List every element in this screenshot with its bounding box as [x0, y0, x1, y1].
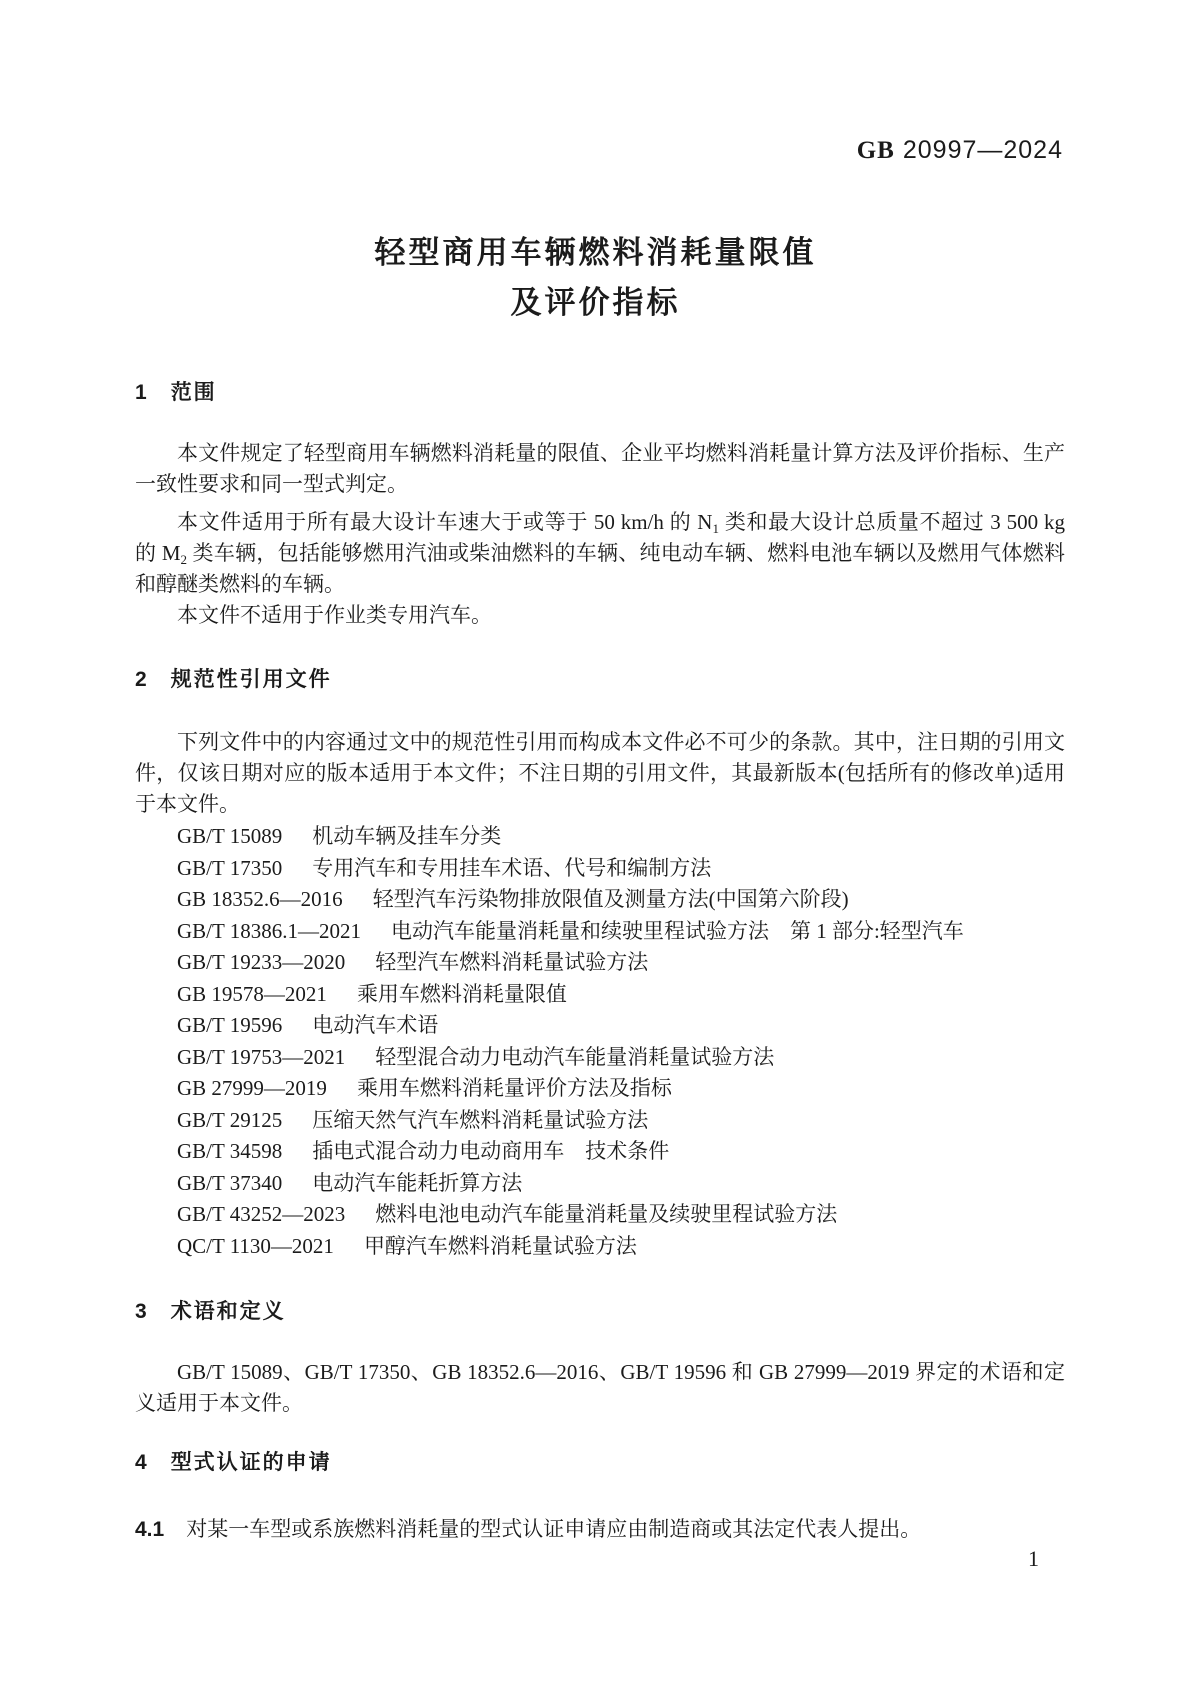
reference-title: 轻型汽车污染物排放限值及测量方法(中国第六阶段)	[372, 887, 849, 911]
reference-code: GB 18352.6—2016	[177, 887, 343, 911]
reference-code: GB/T 29125	[177, 1107, 283, 1132]
reference-title: 电动汽车能耗折算方法	[312, 1170, 523, 1195]
terms-paragraph: GB/T 15089、GB/T 17350、GB 18352.6—2016、GB/T 19596 和 GB 27999—2019 界定的术语和定义适用于本文件。	[135, 1360, 1065, 1415]
document-title-line1: 轻型商用车辆燃料消耗量限值	[374, 235, 817, 270]
reference-item	[177, 1231, 1065, 1263]
clause-number: 4.1	[135, 1518, 165, 1541]
section-number: 1	[135, 381, 147, 404]
scope-paragraph-1: 本文件规定了轻型商用车辆燃料消耗量的限值、企业平均燃料消耗量计算方法及评价指标、生产一致性要求和同一型式判定。	[135, 441, 1065, 496]
scope-paragraph-2	[135, 507, 1065, 600]
page-number: 1	[1028, 1546, 1039, 1571]
section-heading-type-approval	[135, 1451, 1065, 1475]
reference-item	[177, 1168, 1065, 1200]
reference-item	[177, 979, 1065, 1011]
section-number: 3	[135, 1300, 147, 1323]
scope-p2-seg1: 本文件适用于所有最大设计车速大于或等于 50 km/h 的 N	[177, 510, 713, 534]
reference-code: QC/T 1130—2021	[177, 1233, 334, 1258]
reference-title: 轻型汽车燃料消耗量试验方法	[375, 950, 649, 974]
reference-title: 电动汽车能量消耗量和续驶里程试验方法 第 1 部分:轻型汽车	[390, 918, 964, 943]
reference-title: 轻型混合动力电动汽车能量消耗量试验方法	[375, 1044, 775, 1069]
section-title: 规范性引用文件	[170, 668, 332, 691]
reference-title: 专用汽车和专用挂车术语、代号和编制方法	[312, 855, 712, 880]
clause-4-1	[135, 1514, 1065, 1545]
section-heading-normative-references	[135, 668, 1065, 692]
reference-title: 机动车辆及挂车分类	[312, 824, 502, 848]
reference-item	[177, 1042, 1065, 1074]
reference-item	[177, 1010, 1065, 1042]
reference-title: 电动汽车术语	[312, 1013, 439, 1037]
reference-item	[177, 947, 1065, 979]
reference-item	[177, 1105, 1065, 1137]
reference-title: 燃料电池电动汽车能量消耗量及续驶里程试验方法	[375, 1202, 838, 1226]
reference-code: GB/T 37340	[177, 1170, 283, 1195]
document-title-line2: 及评价指标	[510, 285, 681, 320]
normative-references-intro: 下列文件中的内容通过文中的规范性引用而构成本文件必不可少的条款。其中，注日期的引用文件，仅该日期对应的版本适用于本文件；不注日期的引用文件，其最新版本(包括所有的修改单)适用于本文件。	[135, 730, 1065, 816]
section-title: 范围	[170, 381, 217, 404]
clause-text: 对某一车型或系族燃料消耗量的型式认证申请应由制造商或其法定代表人提出。	[186, 1517, 922, 1541]
reference-code: GB/T 19753—2021	[177, 1044, 346, 1069]
standard-code-prefix: GB	[856, 137, 895, 164]
reference-item	[177, 1136, 1065, 1168]
reference-item	[177, 916, 1065, 948]
document-title	[0, 228, 1191, 328]
standard-code-number: 20997—2024	[902, 136, 1063, 164]
reference-item	[177, 1073, 1065, 1105]
reference-code: GB/T 19233—2020	[177, 950, 346, 974]
reference-code: GB/T 17350	[177, 855, 283, 880]
section-title: 术语和定义	[170, 1300, 286, 1323]
reference-title: 乘用车燃料消耗量评价方法及指标	[356, 1076, 672, 1100]
scope-p2-seg2: 类和最大设计总质量不超过 3 500 kg 的 M	[135, 510, 1065, 565]
reference-code: GB/T 43252—2023	[177, 1202, 346, 1226]
reference-code: GB 27999—2019	[177, 1076, 327, 1100]
reference-item	[177, 821, 1065, 853]
scope-paragraph-3: 本文件不适用于作业类专用汽车。	[177, 603, 492, 627]
reference-title: 甲醇汽车燃料消耗量试验方法	[363, 1233, 637, 1258]
section-number: 2	[135, 668, 147, 691]
normative-reference-list	[177, 821, 1065, 1262]
reference-code: GB/T 18386.1—2021	[177, 918, 361, 943]
reference-code: GB 19578—2021	[177, 981, 327, 1006]
section-heading-terms	[135, 1300, 1065, 1324]
scope-p2-seg3: 类车辆，包括能够燃用汽油或柴油燃料的车辆、纯电动车辆、燃料电池车辆以及燃用气体燃料和醇醚类燃料的车辆。	[135, 541, 1065, 596]
reference-title: 插电式混合动力电动商用车 技术条件	[312, 1139, 670, 1163]
reference-code: GB/T 19596	[177, 1013, 283, 1037]
subscript-n1: 1	[712, 521, 719, 536]
section-title: 型式认证的申请	[170, 1451, 332, 1474]
reference-item	[177, 853, 1065, 885]
standard-code-header	[135, 136, 1063, 165]
reference-item	[177, 884, 1065, 916]
reference-code: GB/T 34598	[177, 1139, 283, 1163]
reference-title: 乘用车燃料消耗量限值	[356, 981, 567, 1006]
section-number: 4	[135, 1451, 147, 1474]
subscript-m2: 2	[180, 552, 187, 567]
reference-code: GB/T 15089	[177, 824, 283, 848]
reference-title: 压缩天然气汽车燃料消耗量试验方法	[312, 1107, 649, 1132]
reference-item	[177, 1199, 1065, 1231]
section-heading-scope	[135, 381, 1065, 405]
